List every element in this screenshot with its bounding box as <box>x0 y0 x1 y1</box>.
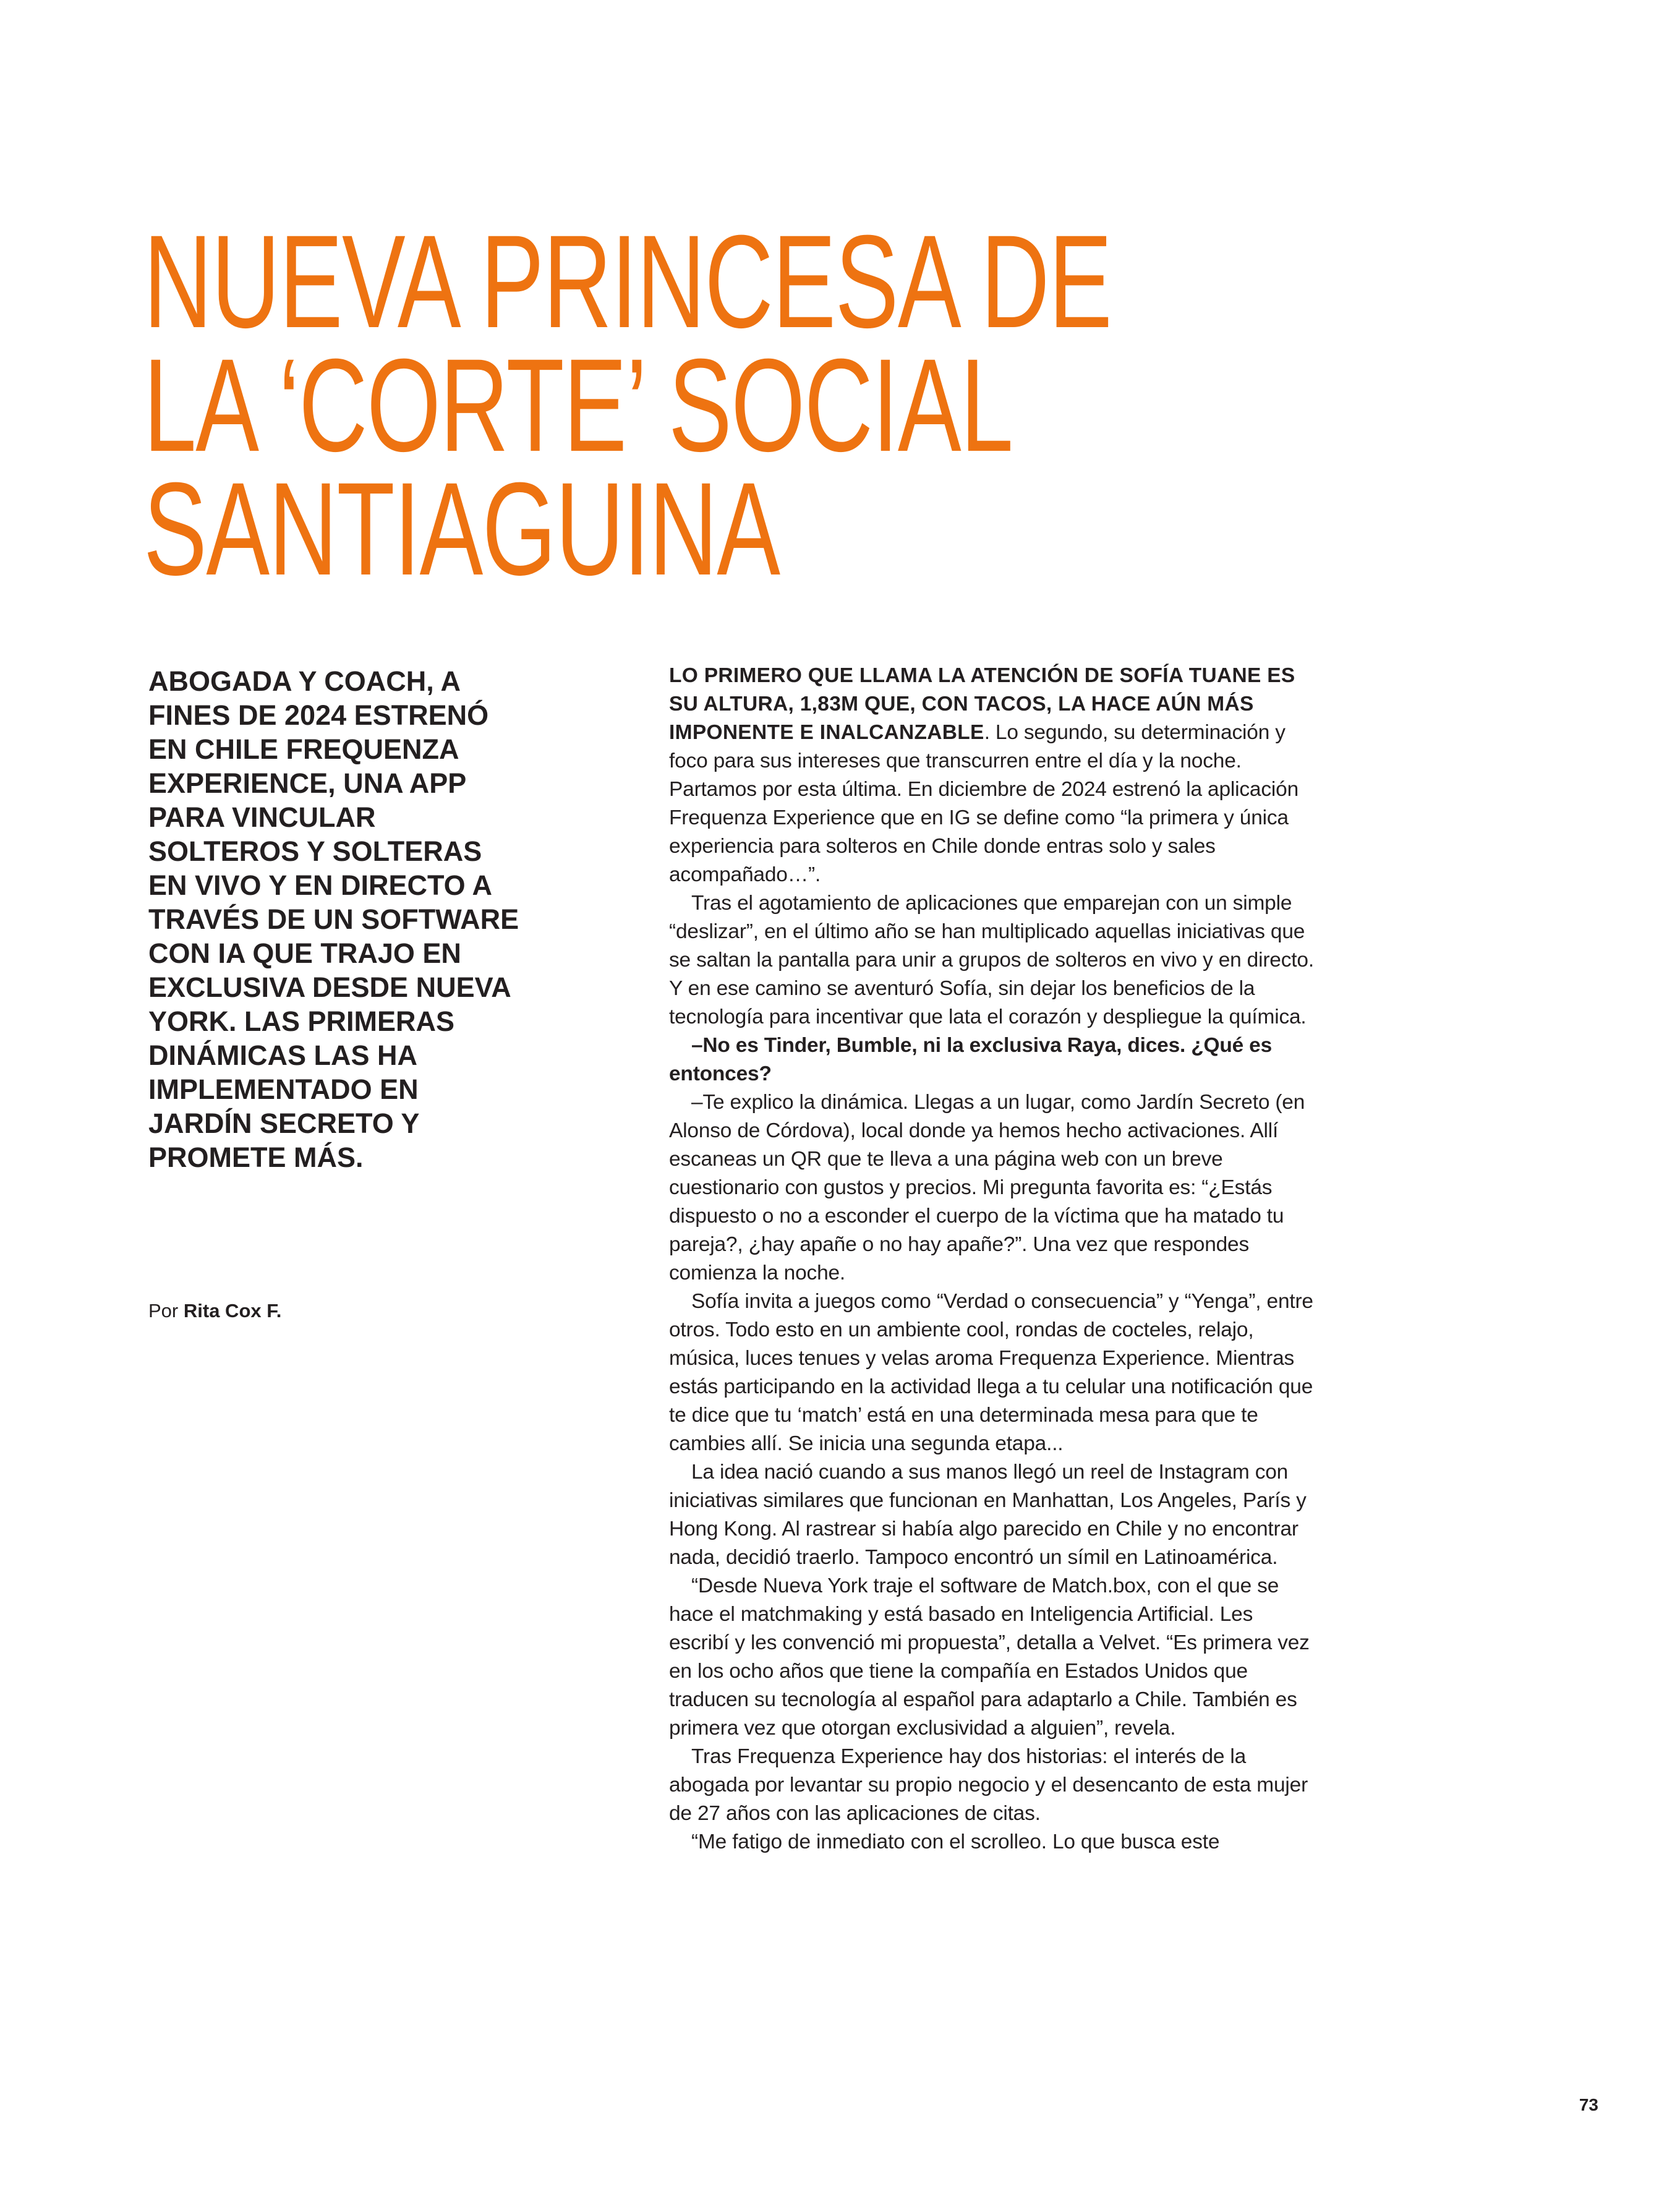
article-lede: LO PRIMERO QUE LLAMA LA ATENCIÓN DE SOFÍA TUANE ES SU ALTURA, 1,83M QUE, CON TACOS, LA HACE AÚN MÁS IMPONENTE E INALCANZABLE <box>669 664 1295 744</box>
article-paragraph-5: La idea nació cuando a sus manos llegó un reel de Instagram con iniciativas similares que funcionan en Manhattan, Los Angeles, París y Hong Kong. Al rastrear si había algo parecido en Chile y no encontrar nada, decidió traerlo. Tampoco encontró un símil en Latinoamérica. <box>669 1461 1307 1569</box>
article-paragraph-2: Tras el agotamiento de aplicaciones que emparejan con un simple “deslizar”, en el último año se han multiplicado aquellas iniciativas que se saltan la pantalla para unir a grupos de solteros en vivo y en directo. Y en ese camino se aventuró Sofía, sin dejar los beneficios de la tecnología para incentivar que lata el corazón y despliegue la química. <box>669 892 1314 1028</box>
article-body <box>669 662 1318 1856</box>
article-paragraph-8: “Me fatigo de inmediato con el scrolleo. Lo que busca este <box>691 1830 1220 1853</box>
byline <box>148 1299 519 1323</box>
byline-author: Rita Cox F. <box>183 1300 282 1322</box>
headline-line-1: NUEVA PRINCESA DE <box>143 208 1112 356</box>
headline-line-3: SANTIAGUINA <box>143 455 780 603</box>
dek: ABOGADA Y COACH, A FINES DE 2024 ESTRENÓ EN CHILE FREQUENZA EXPERIENCE, UNA APP PARA VINCULAR SOLTEROS Y SOLTERAS EN VIVO Y EN DIRECTO A TRAVÉS DE UN SOFTWARE CON IA QUE TRAJO EN EXCLUSIVA DESDE NUEVA YORK. LAS PRIMERAS DINÁMICAS LAS HA IMPLEMENTADO EN JARDÍN SECRETO Y PROMETE MÁS. <box>148 665 519 1173</box>
headline-line-2: LA ‘CORTE’ SOCIAL <box>143 331 1013 479</box>
article-paragraph-6: “Desde Nueva York traje el software de Match.box, con el que se hace el matchmaking y está basado en Inteligencia Artificial. Les escribí y les convenció mi propuesta”, detalla a Velvet. “Es primera vez en los ocho años que tiene la compañía en Estados Unidos que traducen su tecnología al español para adaptarlo a Chile. También es primera vez que otorgan exclusividad a alguien”, revela. <box>669 1574 1310 1740</box>
byline-prefix: Por <box>148 1300 179 1322</box>
headline <box>143 208 1133 603</box>
article-paragraph-1 <box>669 662 1318 889</box>
interview-question: –No es Tinder, Bumble, ni la exclusiva Raya, dices. ¿Qué es entonces? <box>669 1034 1273 1085</box>
article-paragraph-4: Sofía invita a juegos como “Verdad o consecuencia” y “Yenga”, entre otros. Todo esto en un ambiente cool, rondas de cocteles, relajo, música, luces tenues y velas aroma Frequenza Experience. Mientras estás participando en la actividad llega a tu celular una notificación que te dice que tu ‘match’ está en una determinada mesa para que te cambies allí. Se inicia una segunda etapa... <box>669 1290 1313 1455</box>
article-paragraph-1-rest: . Lo segundo, su determinación y foco para sus intereses que transcurren entre el día y la noche. Partamos por esta última. En diciembre de 2024 estrenó la aplicación Frequenza Experience que en IG se define como “la primera y única experiencia para solteros en Chile donde entras solo y sales acompañado…”. <box>669 721 1299 886</box>
article-paragraph-7: Tras Frequenza Experience hay dos historias: el interés de la abogada por levantar su propio negocio y el desencanto de esta mujer de 27 años con las aplicaciones de citas. <box>669 1745 1308 1825</box>
article-paragraph-3: –Te explico la dinámica. Llegas a un lugar, como Jardín Secreto (en Alonso de Córdova), local donde ya hemos hecho activaciones. Allí escaneas un QR que te lleva a una página web con un breve cuestionario con gustos y precios. Mi pregunta favorita es: “¿Estás dispuesto o no a esconder el cuerpo de la víctima que ha matado tu pareja?, ¿hay apañe o no hay apañe?”. Una vez que respondes comienza la noche. <box>669 1091 1305 1284</box>
page-number: 73 <box>1579 2095 1598 2114</box>
